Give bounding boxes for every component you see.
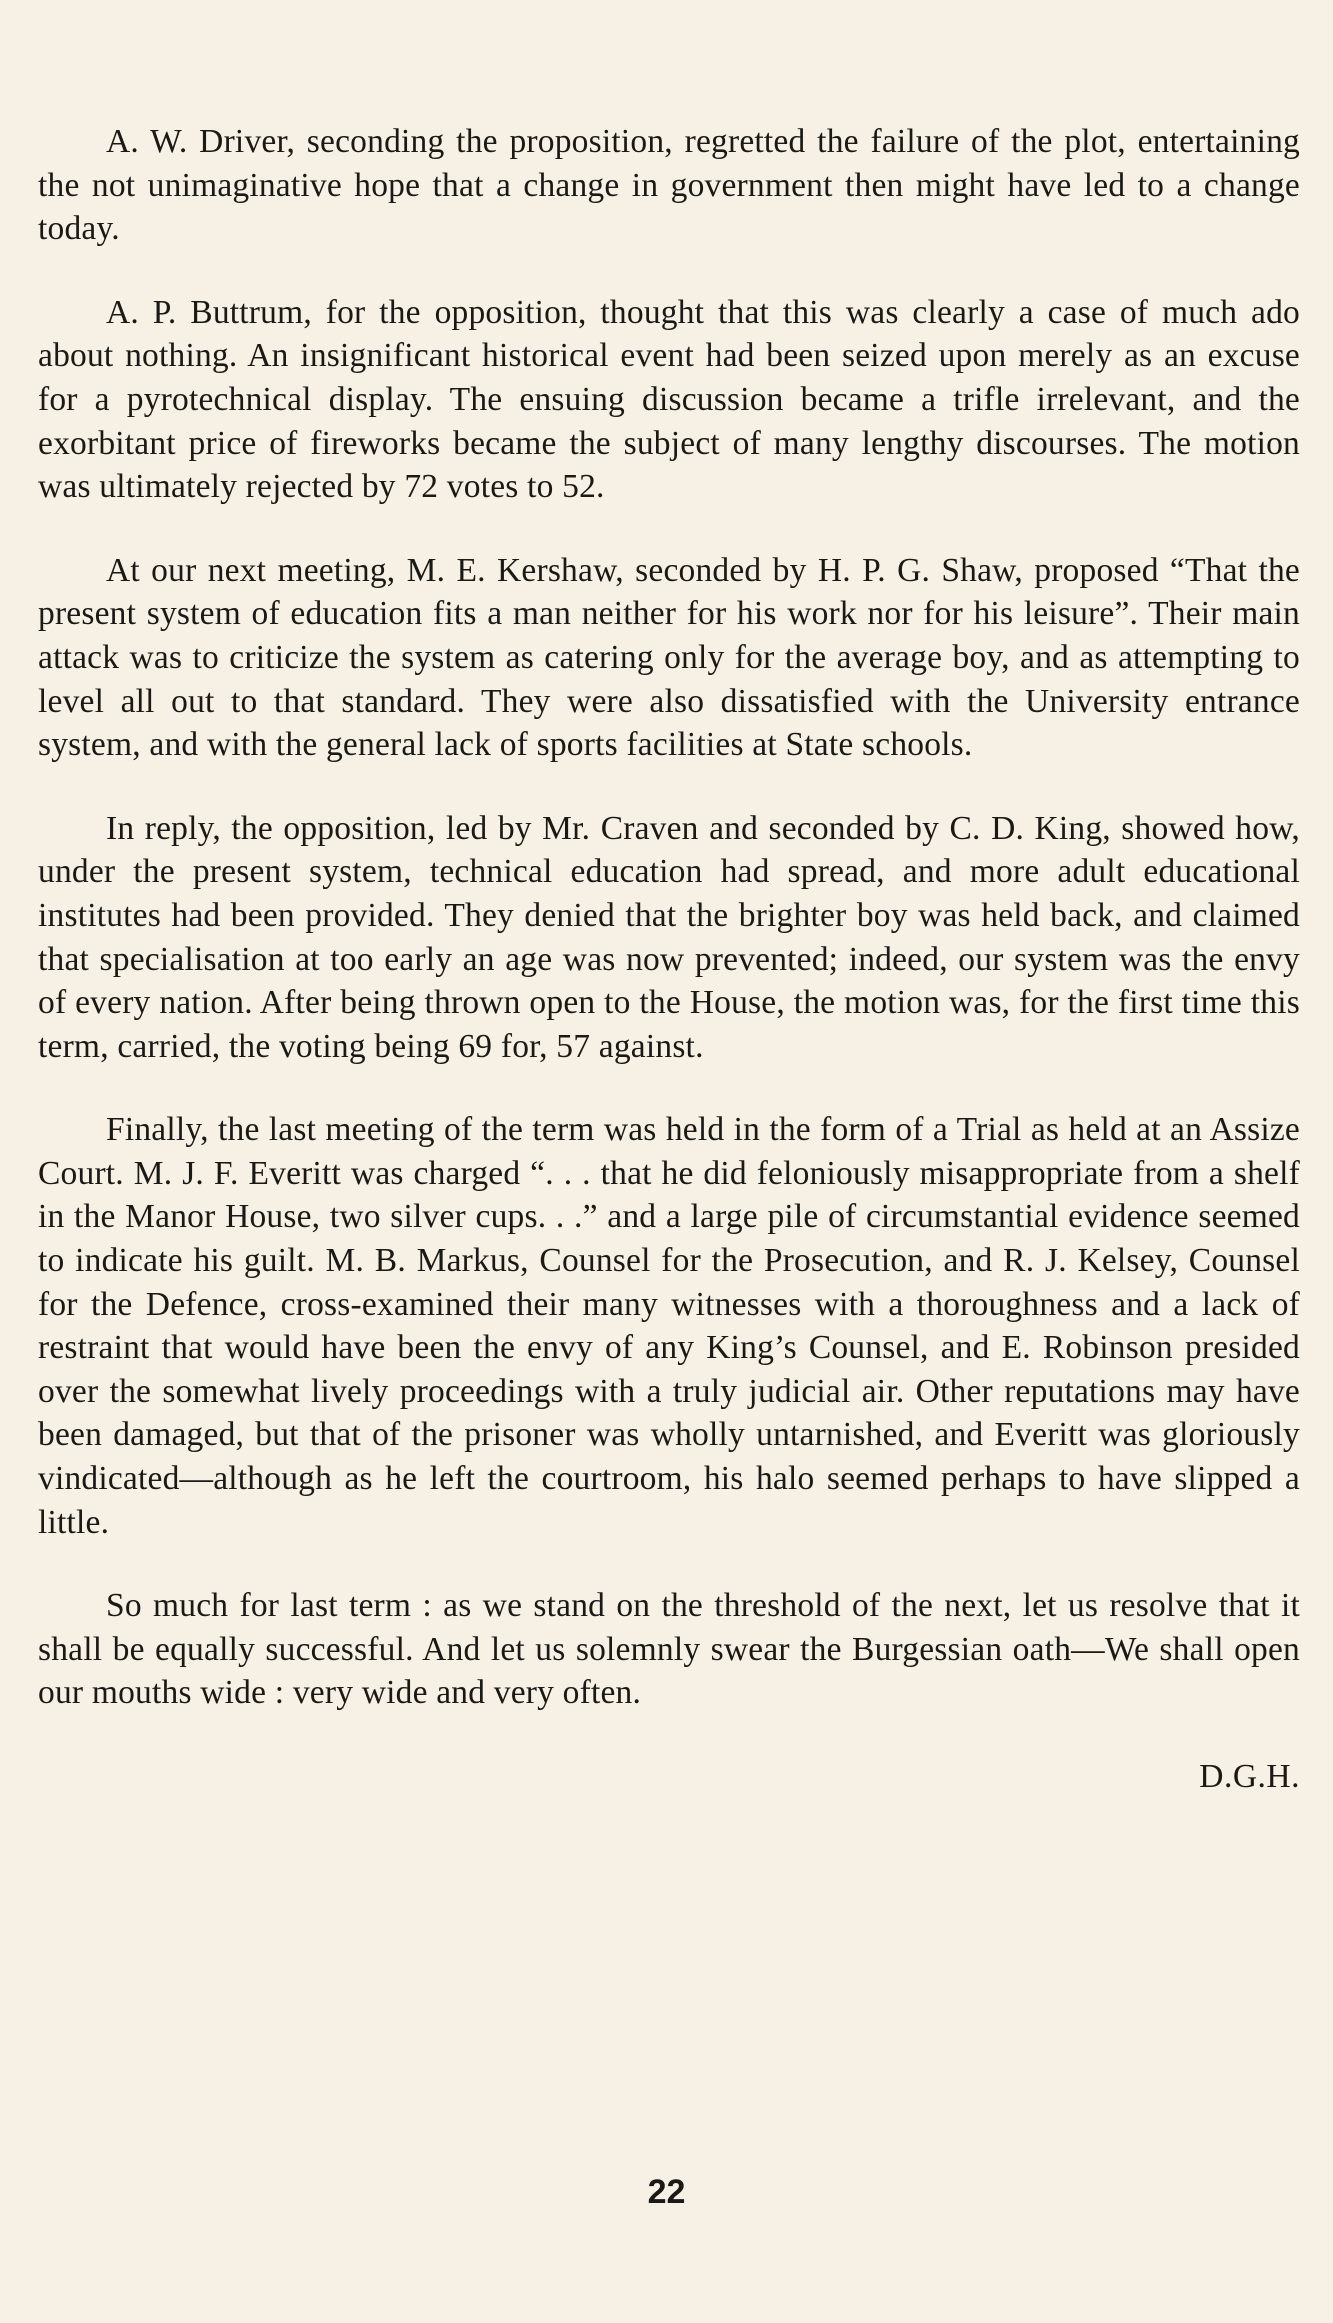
paragraph-buttrum: A. P. Buttrum, for the opposition, thought that this was clearly a case of much ado about nothing. An insignificant historical event had been seized upon merely as an excuse for a pyrotechnical display. The ensuing discussion became a trifle irrelevant, and the exorbitant price of fireworks became the subject of many lengthy discourses. The motion was ultimately rejected by 72 votes to 52. bbox=[38, 293, 1300, 506]
paragraph-opposition-reply: In reply, the opposition, led by Mr. Craven and seconded by C. D. King, showed how, under the present system, technical education had spread, and more adult educational institutes had been provided. They denied that the brighter boy was held back, and claimed that specialisation at too early an age was now prevented; indeed, our system was the envy of every nation. After being thrown open to the House, the motion was, for the first time this term, carried, the voting being 69 for, 57 against. bbox=[38, 809, 1300, 1065]
page-number: 22 bbox=[647, 2173, 686, 2211]
paragraph-kershaw: At our next meeting, M. E. Kershaw, seconded by H. P. G. Shaw, proposed “That the present system of education fits a man neither for his work nor for his leisure”. Their main attack was to criticize the system as catering only for the average boy, and as attempting to level all out to that standard. They were also dissatisfied with the University entrance system, and with the general lack of sports facilities at State schools. bbox=[38, 551, 1300, 764]
author-signature: D.G.H. bbox=[1199, 1758, 1300, 1795]
paragraph-driver: A. W. Driver, seconding the proposition, regretted the failure of the plot, entertaining the not unimaginative hope that a change in government then might have led to a change today. bbox=[38, 123, 1300, 248]
paragraph-closing: So much for last term : as we stand on the threshold of the next, let us resolve that it shall be equally successful. And let us solemnly swear the Burgessian oath—We shall open our mouths wide : very wide and very often. bbox=[38, 1587, 1300, 1712]
article-body bbox=[38, 120, 1300, 1799]
paragraph-trial: Finally, the last meeting of the term was held in the form of a Trial as held at an Assize Court. M. J. F. Everitt was charged “. . . that he did feloniously misappropriate from a shelf in the Manor House, two silver cups. . .” and a large pile of circumstantial evidence seemed to indicate his guilt. M. B. Markus, Counsel for the Prosecution, and R. J. Kelsey, Counsel for the Defence, cross-examined their many witnesses with a thoroughness and a lack of restraint that would have been the envy of any King’s Counsel, and E. Robinson presided over the somewhat lively proceedings with a truly judicial air. Other reputations may have been damaged, but that of the prisoner was wholly untarnished, and Everitt was gloriously vindicated—although as he left the courtroom, his halo seemed perhaps to have slipped a little. bbox=[38, 1111, 1300, 1541]
